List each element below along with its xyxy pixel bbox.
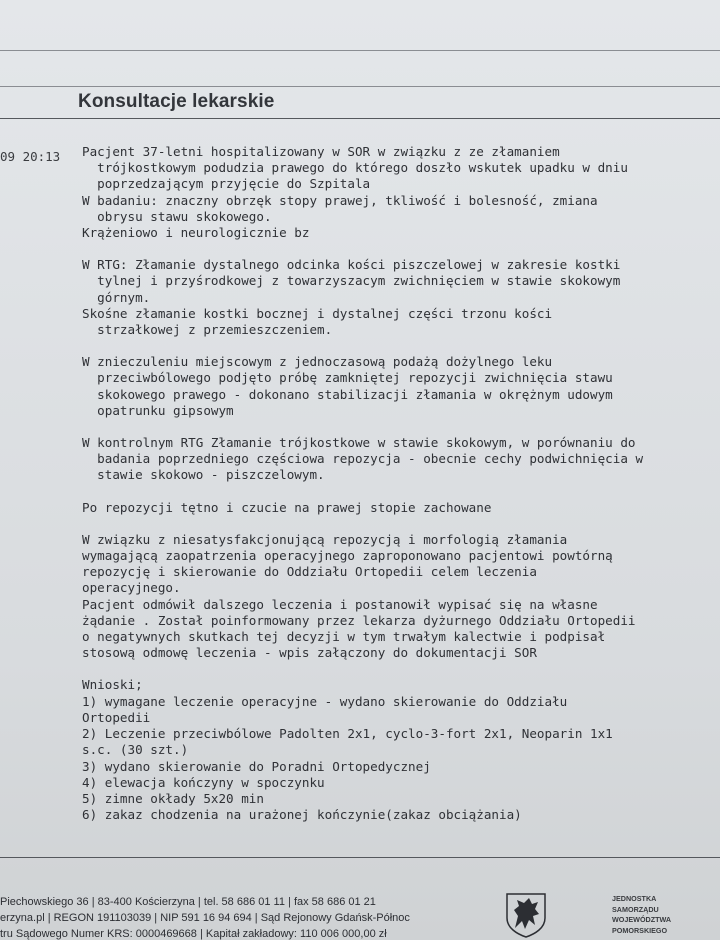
text-line: górnym. [82, 289, 151, 305]
griffin-crest-icon [505, 892, 547, 938]
text-line: Krążeniowo i neurologicznie bz [82, 225, 310, 241]
text-line: przeciwbólowego podjęto próbę zamkniętej repozycji zwichnięcia stawu [82, 370, 613, 386]
footer-krs: tru Sądowego Numer KRS: 0000469668 | Kapitał zakładowy: 110 006 000,00 zł [0, 928, 387, 940]
text-line: Po repozycji tętno i czucie na prawej stopie zachowane [82, 499, 492, 515]
text-line: 4) elewacja kończyny w spoczynku [82, 774, 325, 790]
text-line: żądanie . Został poinformowany przez lekarza dyżurnego Oddziału Ortopedii [82, 612, 636, 628]
text-line: trójkostkowym podudzia prawego do którego doszło wskutek upadku w dniu [82, 160, 628, 176]
org-line: WOJEWÓDZTWA [612, 915, 672, 924]
paragraph-gap [82, 241, 718, 257]
org-line: POMORSKIEGO [612, 925, 668, 935]
text-line: operacyjnego. [82, 580, 181, 596]
paragraph-gap [82, 661, 718, 677]
text-line: W kontrolnym RTG Złamanie trójkostkowe w stawie skokowym, w porównaniu do [82, 435, 636, 451]
text-line: badania poprzedniego częściowa repozycja - obecnie cechy podwichnięcia w [82, 451, 644, 467]
text-line: W związku z niesatysfakcjonującą repozycją i morfologią złamania [82, 531, 568, 547]
organization-label [612, 894, 712, 936]
text-line: stawie skokowo - piszczelowym. [82, 467, 325, 483]
paragraph-gap [82, 516, 718, 532]
paragraph-gap [82, 338, 718, 354]
org-line: SAMORZĄDU [612, 904, 659, 914]
text-line: wymagającą zaopatrzenia operacyjnego zaproponowano pacjentowi powtórną [82, 548, 613, 564]
text-line: Pacjent odmówił dalszego leczenia i postanowił wypisać się na własne [82, 596, 598, 612]
text-line: opatrunku gipsowym [82, 402, 234, 418]
top-rule [0, 50, 720, 51]
header-rule-bottom [0, 118, 720, 119]
text-line: 2) Leczenie przeciwbólowe Padolten 2x1, cyclo-3-fort 2x1, Neoparin 1x1 [82, 726, 613, 742]
org-line: JEDNOSTKA [612, 894, 657, 903]
text-line: tylnej i przyśrodkowej z towarzyszacym zwichnięciem w stawie skokowym [82, 273, 621, 289]
text-line: strzałkowej z przemieszczeniem. [82, 322, 333, 338]
text-line: Skośne złamanie kostki bocznej i dystalnej części trzonu kości [82, 305, 553, 321]
text-line: repozycję i skierowanie do Oddziału Ortopedii celem leczenia [82, 564, 537, 580]
footer-registry: erzyna.pl | REGON 191103039 | NIP 591 16 94 694 | Sąd Rejonowy Gdańsk-Północ [0, 912, 410, 924]
section-heading: Konsultacje lekarskie [78, 91, 275, 112]
footer-address: Piechowskiego 36 | 83-400 Kościerzyna | tel. 58 686 01 11 | fax 58 686 01 21 [0, 896, 376, 908]
footer-rule [0, 857, 720, 858]
text-line: 1) wymagane leczenie operacyjne - wydano skierowanie do Oddziału [82, 693, 568, 709]
text-line: W badaniu: znaczny obrzęk stopy prawej, tkliwość i bolesność, zmiana [82, 192, 598, 208]
header-rule-top [0, 86, 720, 87]
text-line: obrysu stawu skokowego. [82, 208, 272, 224]
text-line: 6) zakaz chodzenia na urażonej kończynie(zakaz obciążania) [82, 807, 522, 823]
text-line: poprzedzającym przyjęcie do Szpitala [82, 176, 371, 192]
text-line: Pacjent 37-letni hospitalizowany w SOR w związku z ze złamaniem [82, 144, 560, 159]
entry-timestamp: 09 20:13 [0, 149, 61, 164]
text-line: W RTG: Złamanie dystalnego odcinka kości piszczelowej w zakresie kostki [82, 257, 621, 273]
text-line: skokowego prawego - dokonano stabilizacji złamania w okrężnym udowym [82, 386, 613, 402]
text-line: Wnioski; [82, 677, 143, 693]
text-line: Ortopedii [82, 709, 151, 725]
text-line: s.c. (30 szt.) [82, 742, 189, 758]
text-line: 5) zimne okłady 5x20 min [82, 790, 264, 806]
paragraph-gap [82, 484, 718, 500]
text-line: W znieczuleniu miejscowym z jednoczasową podażą dożylnego leku [82, 354, 553, 370]
consultation-text [82, 144, 718, 823]
text-line: stosową odmowę leczenia - wpis załączony do dokumentacji SOR [82, 645, 537, 661]
text-line: 3) wydano skierowanie do Poradni Ortopedycznej [82, 758, 431, 774]
text-line: o negatywnych skutkach tej decyzji w tym trwałym kalectwie i podpisał [82, 629, 606, 645]
paragraph-gap [82, 419, 718, 435]
